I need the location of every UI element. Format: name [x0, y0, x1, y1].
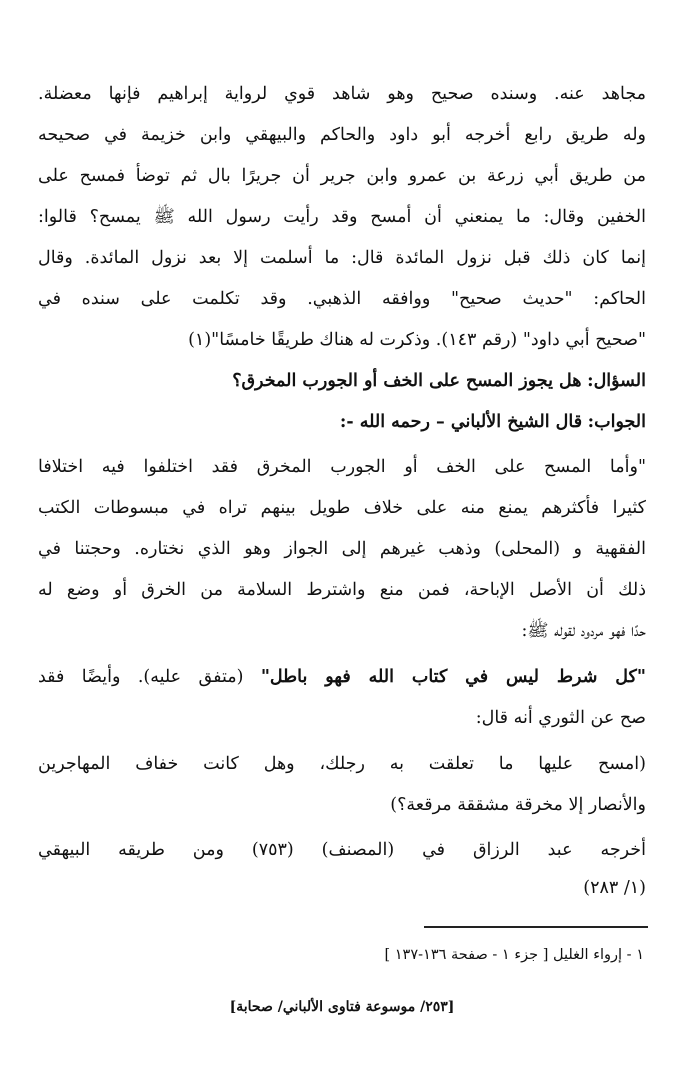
paragraph-2-line-4: ذلك أن الأصل الإباحة، فمن منع واشترط السلامة من الخرق أو وضع له — [38, 580, 646, 600]
paragraph-3-line-2: صح عن الثوري أنه قال: — [475, 708, 646, 728]
paragraph-1-line-6: الحاكم: "حديث صحيح" ووافقه الذهبي. وقد تكلمت على سنده في — [38, 289, 646, 309]
question-label: السؤال: — [587, 371, 646, 391]
question-heading — [38, 361, 646, 401]
paragraph-1-line-7: "صحيح أبي داود" (رقم ١٤٣). وذكرت له هناك طريقًا خامسًا"(١) — [188, 330, 646, 350]
hadith-quote: "كل شرط ليس في كتاب الله فهو باطل" — [260, 667, 646, 687]
answer-label: الجواب: — [587, 412, 646, 432]
paragraph-3-line-1 — [38, 657, 646, 697]
paragraph-4-line-2: والأنصار إلا مخرقة مشققة مرقعة؟) — [390, 795, 646, 815]
footnote-separator — [424, 926, 648, 928]
paragraph-1-line-4: الخفين وقال: ما يمنعني أن أمسح وقد رأيت رسول الله ﷺ يمسح؟ قالوا: — [38, 207, 646, 227]
answer-heading — [38, 402, 646, 442]
question-text: هل يجوز المسح على الخف أو الجورب المخرق؟ — [232, 371, 582, 391]
paragraph-1-line-5: إنما كان ذلك قبل نزول المائدة قال: ما أسلمت إلا بعد نزول المائدة. وقال — [38, 248, 646, 268]
paragraph-5-line-2: (١/ ٢٨٣) — [583, 878, 646, 898]
answer-text: قال الشيخ الألباني – رحمه الله -: — [339, 412, 583, 432]
paragraph-2-line-5: حدًا فهو مردود لقوله ﷺ: — [521, 621, 646, 641]
hadith-quote-continuation: (متفق عليه). وأيضًا فقد — [38, 667, 244, 687]
paragraph-2-line-2: كثيرا فأكثرهم يمنع منه على خلاف طويل بينهم تراه في مبسوطات الكتب — [38, 498, 646, 518]
paragraph-1-line-3: من طريق أبي زرعة بن عمرو وابن جرير أن جريرًا بال ثم توضأ فمسح على — [38, 166, 646, 186]
paragraph-2-line-1: "وأما المسح على الخف أو الجورب المخرق فقد اختلفوا فيه اختلافا — [38, 457, 646, 477]
paragraph-1-line-1: مجاهد عنه. وسنده صحيح وهو شاهد قوي لرواية إبراهيم فإنها معضلة. — [38, 84, 646, 104]
paragraph-1-line-2: وله طريق رابع أخرجه أبو داود والحاكم والبيهقي وابن خزيمة في صحيحه — [38, 125, 646, 145]
paragraph-5-line-1: أخرجه عبد الرزاق في (المصنف) (٧٥٣) ومن طريقه البيهقي — [38, 840, 646, 860]
page-footer: [٢٥٣/ موسوعة فتاوى الألباني/ صحابة] — [229, 999, 455, 1015]
paragraph-4-line-1: (امسح عليها ما تعلقت به رجلك، وهل كانت خفاف المهاجرين — [38, 754, 646, 774]
footnote: ١ - إرواء الغليل [ جزء ١ - صفحة ١٣٦-١٣٧ ] — [384, 947, 644, 963]
paragraph-2-line-3: الفقهية و (المحلى) وذهب غيرهم إلى الجواز وهو الذي نختاره. وحجتنا في — [38, 539, 646, 559]
